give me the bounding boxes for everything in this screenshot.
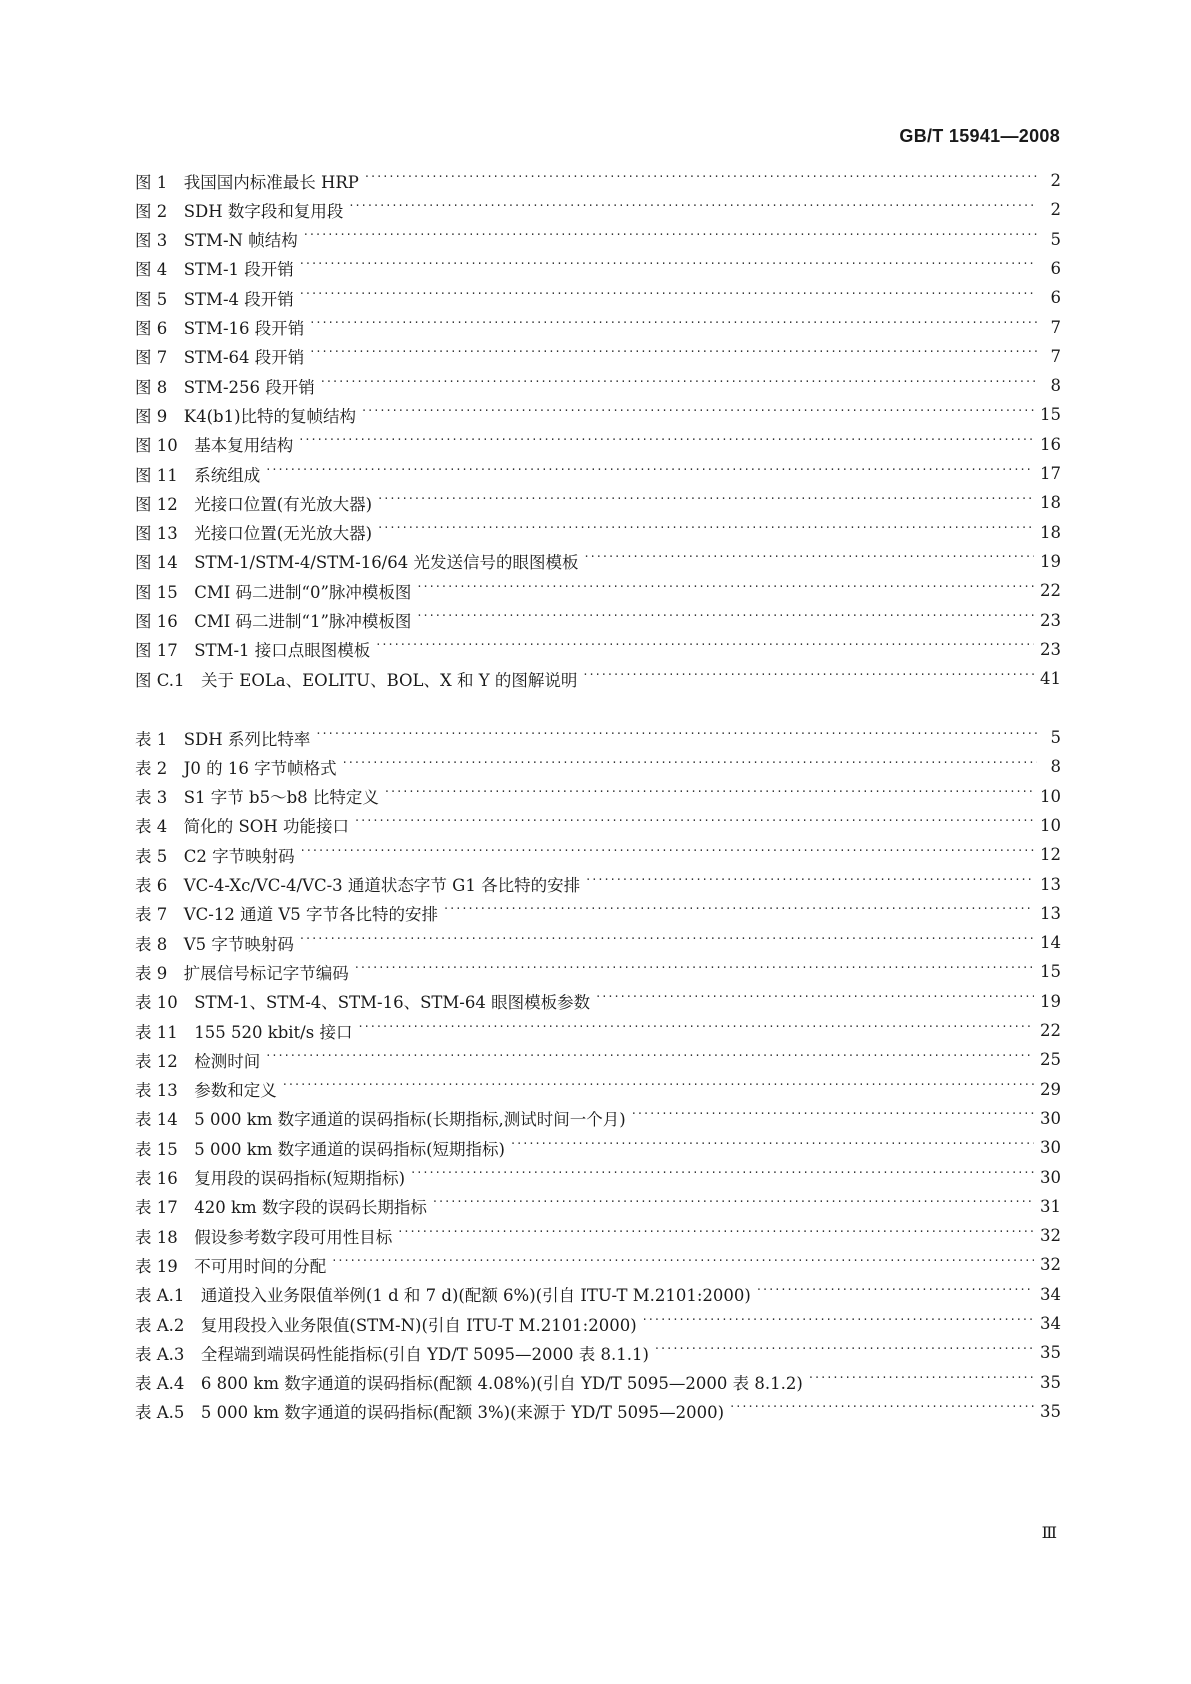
tables-entry[interactable] <box>135 839 1061 870</box>
tables-entry-page: 35 <box>1040 1372 1061 1392</box>
tables-entry-label: 表 17 420 km 数字段的误码长期指标 <box>135 1198 427 1218</box>
figures-entry[interactable] <box>135 605 1061 636</box>
tables-entry-page: 30 <box>1040 1108 1061 1128</box>
tables-entry-label: 表 A.2 复用段投入业务限值(STM-N)(引自 ITU-T M.2101:2000) <box>135 1315 637 1335</box>
figures-entry[interactable] <box>135 224 1061 255</box>
figures-entry[interactable] <box>135 312 1061 343</box>
tables-entry[interactable] <box>135 1367 1061 1398</box>
tables-entry-page: 30 <box>1040 1138 1061 1158</box>
tables-entry-page: 15 <box>1040 962 1061 982</box>
tables-entry-label: 表 3 S1 字节 b5～b8 比特定义 <box>135 788 379 808</box>
figures-entry-label: 图 8 STM-256 段开销 <box>135 377 315 397</box>
figures-entry[interactable] <box>135 487 1061 518</box>
dot-leader <box>358 1021 1034 1041</box>
dot-leader <box>362 405 1034 425</box>
figures-entry-label: 图 5 STM-4 段开销 <box>135 289 294 309</box>
dot-leader <box>411 1167 1034 1187</box>
dot-leader <box>730 1401 1034 1421</box>
tables-entry-label: 表 16 复用段的误码指标(短期指标) <box>135 1169 406 1188</box>
figures-entry-page: 2 <box>1050 200 1061 220</box>
dot-leader <box>343 757 1037 777</box>
tables-entry-page: 13 <box>1040 874 1061 894</box>
figures-entry[interactable] <box>135 165 1061 196</box>
figures-entry-page: 7 <box>1050 346 1061 366</box>
figures-entry[interactable] <box>135 634 1061 665</box>
figures-entry-page: 15 <box>1040 405 1061 425</box>
standard-code: GB/T 15941—2008 <box>899 126 1060 146</box>
figures-entry-label: 图 1 我国国内标准最长 HRP <box>135 172 359 192</box>
dot-leader <box>809 1372 1034 1392</box>
tables-entry[interactable] <box>135 956 1061 987</box>
figures-entry-label: 图 7 STM-64 段开销 <box>135 348 305 368</box>
figures-entry-label: 图 C.1 关于 EOLa、EOLITU、BOL、X 和 Y 的图解说明 <box>135 670 578 690</box>
figures-entry-page: 16 <box>1040 434 1061 454</box>
tables-entry-page: 25 <box>1040 1050 1061 1070</box>
figures-entry[interactable] <box>135 399 1061 430</box>
figures-entry-page: 18 <box>1040 522 1061 542</box>
figures-entry-page: 8 <box>1050 376 1061 396</box>
tables-entry-label: 表 A.5 5 000 km 数字通道的误码指标(配额 3%)(来源于 YD/T 5095—2000) <box>135 1403 725 1423</box>
tables-entry[interactable] <box>135 1103 1061 1134</box>
tables-entry-page: 10 <box>1040 786 1061 806</box>
tables-entry-label: 表 11 155 520 kbit/s 接口 <box>135 1022 353 1042</box>
figures-entry[interactable] <box>135 370 1061 401</box>
figures-entry-page: 41 <box>1040 669 1061 689</box>
figures-entry[interactable] <box>135 575 1061 606</box>
dot-leader <box>321 376 1037 396</box>
dot-leader <box>299 434 1034 454</box>
figures-entry-page: 23 <box>1040 610 1061 630</box>
dot-leader <box>266 1050 1034 1070</box>
tables-entry-page: 19 <box>1040 991 1061 1011</box>
tables-entry-page: 34 <box>1040 1284 1061 1304</box>
figures-entry-label: 图 17 STM-1 接口点眼图模板 <box>135 641 371 661</box>
tables-entry[interactable] <box>135 1191 1061 1222</box>
tables-entry-label: 表 A.1 通道投入业务限值举例(1 d 和 7 d)(配额 6%)(引自 ITU-T M.2101:2000) <box>135 1286 751 1306</box>
tables-entry-label: 表 13 参数和定义 <box>135 1081 277 1101</box>
dot-leader <box>433 1196 1034 1216</box>
tables-entry-page: 12 <box>1040 845 1061 865</box>
tables-entry[interactable] <box>135 927 1061 958</box>
tables-entry-label: 表 7 VC-12 通道 V5 字节各比特的安排 <box>135 905 439 925</box>
tables-entry[interactable] <box>135 1044 1061 1075</box>
dot-leader <box>376 639 1034 659</box>
dot-leader <box>757 1284 1034 1304</box>
tables-entry-page: 32 <box>1040 1226 1061 1246</box>
dot-leader <box>378 493 1034 513</box>
dot-leader <box>632 1108 1034 1128</box>
tables-entry-page: 22 <box>1040 1021 1061 1040</box>
tables-entry-page: 13 <box>1040 903 1061 923</box>
tables-entry-label: 表 10 STM-1、STM-4、STM-16、STM-64 眼图模板参数 <box>135 993 591 1013</box>
figures-entry[interactable] <box>135 517 1061 548</box>
tables-entry-label: 表 14 5 000 km 数字通道的误码指标(长期指标,测试时间一个月) <box>135 1110 626 1130</box>
dot-leader <box>266 464 1034 484</box>
dot-leader <box>300 288 1037 308</box>
tables-entry-page: 35 <box>1040 1343 1061 1363</box>
figures-entry-label: 图 12 光接口位置(有光放大器) <box>135 494 373 514</box>
tables-entry-label: 表 4 简化的 SOH 功能接口 <box>135 817 349 837</box>
tables-entry[interactable] <box>135 869 1061 900</box>
tables-entry[interactable] <box>135 1396 1061 1427</box>
figures-entry-page: 18 <box>1040 493 1061 513</box>
tables-entry[interactable] <box>135 1015 1061 1046</box>
tables-entry[interactable] <box>135 810 1061 841</box>
dot-leader <box>596 991 1034 1011</box>
figures-entry[interactable] <box>135 458 1061 489</box>
dot-leader <box>332 1255 1034 1275</box>
dot-leader <box>585 551 1035 571</box>
tables-entry[interactable] <box>135 1337 1061 1368</box>
dot-leader <box>444 903 1034 923</box>
dot-leader <box>355 962 1034 982</box>
tables-entry-label: 表 A.4 6 800 km 数字通道的误码指标(配额 4.08%)(引自 YD/T 5095—2000 表 8.1.2) <box>135 1374 803 1394</box>
figures-entry[interactable] <box>135 282 1061 313</box>
tables-entry-page: 32 <box>1040 1255 1061 1275</box>
tables-entry-page: 10 <box>1040 815 1061 835</box>
dot-leader <box>385 786 1034 806</box>
dot-leader <box>378 522 1034 542</box>
figures-entry[interactable] <box>135 194 1061 225</box>
tables-entry-label: 表 15 5 000 km 数字通道的误码指标(短期指标) <box>135 1139 505 1159</box>
tables-entry-page: 31 <box>1040 1196 1061 1216</box>
dot-leader <box>349 200 1037 220</box>
tables-entry[interactable] <box>135 986 1061 1017</box>
tables-entry[interactable] <box>135 1162 1061 1193</box>
figures-entry-page: 19 <box>1040 551 1061 571</box>
tables-entry[interactable] <box>135 1279 1061 1310</box>
tables-entry-page: 29 <box>1040 1079 1061 1099</box>
tables-entry-label: 表 2 J0 的 16 字节帧格式 <box>135 758 337 778</box>
dot-leader <box>310 346 1037 366</box>
tables-entry-label: 表 6 VC-4-Xc/VC-4/VC-3 通道状态字节 G1 各比特的安排 <box>135 876 581 895</box>
figures-entry[interactable] <box>135 253 1061 284</box>
figures-entry-label: 图 10 基本复用结构 <box>135 436 294 456</box>
dot-leader <box>301 845 1034 865</box>
dot-leader <box>365 171 1037 191</box>
tables-entry-page: 35 <box>1040 1401 1061 1421</box>
tables-entry[interactable] <box>135 898 1061 929</box>
figures-entry-page: 7 <box>1050 317 1061 337</box>
figures-entry[interactable] <box>135 341 1061 372</box>
dot-leader <box>417 610 1034 630</box>
tables-entry-label: 表 5 C2 字节映射码 <box>135 846 295 866</box>
tables-entry[interactable] <box>135 1220 1061 1251</box>
figures-entry-label: 图 3 STM-N 帧结构 <box>135 231 298 251</box>
tables-entry-label: 表 A.3 全程端到端误码性能指标(引自 YD/T 5095—2000 表 8.1.1) <box>135 1344 649 1364</box>
tables-entry-label: 表 8 V5 字节映射码 <box>135 934 294 954</box>
tables-entry-page: 34 <box>1040 1314 1061 1333</box>
figures-entry-page: 23 <box>1040 639 1061 659</box>
tables-entry[interactable] <box>135 751 1061 782</box>
tables-entry[interactable] <box>135 722 1061 753</box>
tables-entry-page: 5 <box>1050 728 1061 747</box>
figures-entry-label: 图 15 CMI 码二进制“0”脉冲模板图 <box>135 582 412 602</box>
dot-leader <box>300 933 1034 953</box>
dot-leader <box>511 1138 1034 1158</box>
figures-entry[interactable] <box>135 429 1061 460</box>
dot-leader <box>316 728 1037 748</box>
dot-leader <box>643 1314 1034 1334</box>
figures-entry-page: 22 <box>1040 581 1061 601</box>
dot-leader <box>586 874 1034 894</box>
figures-entry-page: 6 <box>1050 258 1061 278</box>
tables-entry[interactable] <box>135 1249 1061 1280</box>
figures-entry-label: 图 16 CMI 码二进制“1”脉冲模板图 <box>135 612 412 631</box>
figures-entry-page: 5 <box>1050 229 1061 249</box>
dot-leader <box>304 229 1037 249</box>
figures-entry-page: 6 <box>1050 288 1061 308</box>
figures-entry[interactable] <box>135 546 1061 577</box>
figures-entry-label: 图 14 STM-1/STM-4/STM-16/64 光发送信号的眼图模板 <box>135 553 579 573</box>
dot-leader <box>583 669 1034 689</box>
tables-entry[interactable] <box>135 1308 1061 1339</box>
figures-entry-label: 图 4 STM-1 段开销 <box>135 260 294 280</box>
dot-leader <box>355 815 1034 835</box>
dot-leader <box>310 317 1037 337</box>
figures-entry[interactable] <box>135 663 1061 694</box>
figures-entry-page: 2 <box>1050 171 1061 190</box>
tables-entry[interactable] <box>135 781 1061 812</box>
dot-leader <box>398 1226 1034 1246</box>
figures-entry-page: 17 <box>1040 464 1061 483</box>
tables-entry-page: 30 <box>1040 1167 1061 1187</box>
figures-entry-label: 图 9 K4(b1)比特的复帧结构 <box>135 406 357 426</box>
dot-leader <box>300 258 1037 278</box>
tables-entry-label: 表 1 SDH 系列比特率 <box>135 729 311 749</box>
figures-entry-label: 图 13 光接口位置(无光放大器) <box>135 524 373 544</box>
tables-entry-label: 表 12 检测时间 <box>135 1051 261 1071</box>
tables-entry-label: 表 18 假设参考数字段可用性目标 <box>135 1227 393 1247</box>
figures-entry-label: 图 6 STM-16 段开销 <box>135 319 305 338</box>
tables-entry-label: 表 9 扩展信号标记字节编码 <box>135 963 349 983</box>
figures-entry-label: 图 2 SDH 数字段和复用段 <box>135 201 344 221</box>
tables-entry-label: 表 19 不可用时间的分配 <box>135 1256 327 1276</box>
dot-leader <box>417 581 1034 601</box>
dot-leader <box>283 1079 1034 1099</box>
page-number: Ⅲ <box>1041 1523 1057 1542</box>
tables-entry-page: 14 <box>1040 933 1061 953</box>
dot-leader <box>655 1343 1034 1363</box>
figures-entry-label: 图 11 系统组成 <box>135 465 261 485</box>
tables-entry[interactable] <box>135 1074 1061 1105</box>
tables-entry[interactable] <box>135 1132 1061 1163</box>
tables-entry-page: 8 <box>1050 757 1061 777</box>
